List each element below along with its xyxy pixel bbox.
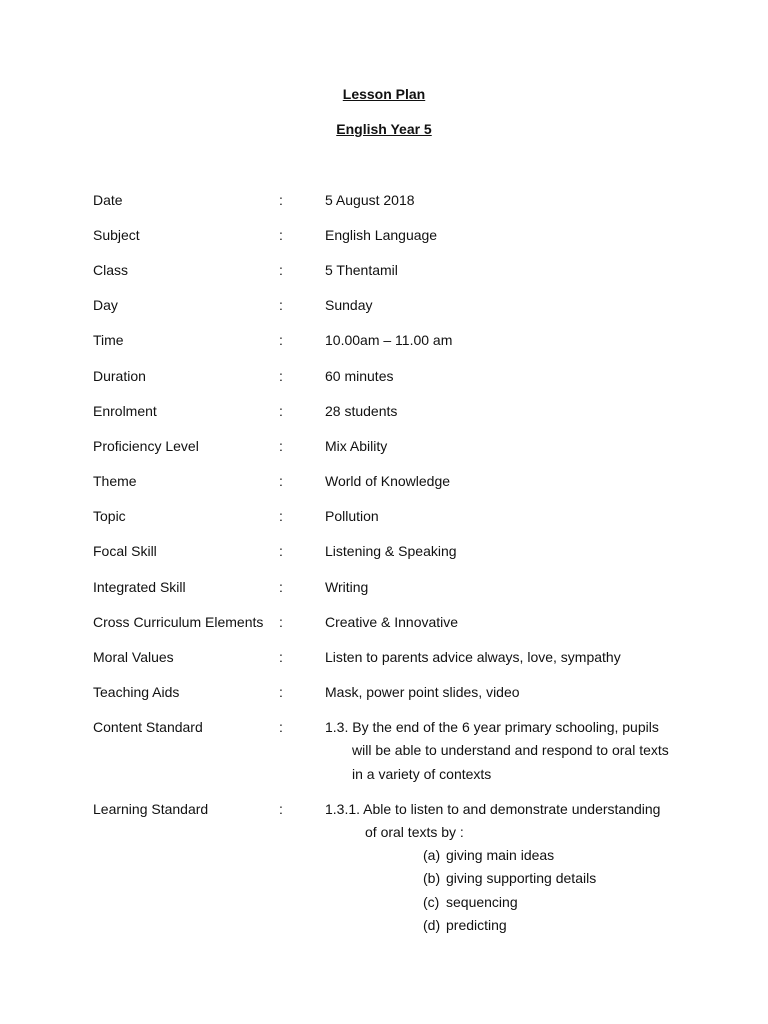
field-label: Integrated Skill	[93, 579, 186, 595]
field-row-moral-values	[0, 649, 768, 669]
field-separator: :	[279, 649, 283, 665]
field-separator: :	[279, 614, 283, 630]
field-label: Cross Curriculum Elements	[93, 614, 264, 630]
field-separator: :	[279, 473, 283, 489]
field-separator: :	[279, 801, 283, 817]
field-value: 5 August 2018	[325, 192, 415, 208]
list-item-marker: (a)	[423, 847, 441, 863]
learning-standard-line: of oral texts by :	[365, 824, 464, 840]
field-row-subject	[0, 227, 768, 247]
field-row-duration	[0, 368, 768, 388]
list-item-text: predicting	[446, 917, 507, 933]
field-row-learning-standard	[0, 801, 768, 821]
field-separator: :	[279, 332, 283, 348]
field-row-enrolment	[0, 403, 768, 423]
field-label: Content Standard	[93, 719, 203, 735]
content-standard-line: 1.3. By the end of the 6 year primary schooling, pupils	[325, 719, 659, 735]
field-value: English Language	[325, 227, 438, 243]
field-separator: :	[279, 719, 283, 735]
field-value: Creative & Innovative	[325, 614, 459, 630]
field-separator: :	[279, 684, 283, 700]
field-value: 5 Thentamil	[325, 262, 398, 278]
field-value: World of Knowledge	[325, 473, 451, 489]
field-row-time	[0, 332, 768, 352]
content-standard-line: in a variety of contexts	[352, 766, 492, 782]
field-separator: :	[279, 227, 283, 243]
field-label: Duration	[93, 368, 146, 384]
list-item	[423, 847, 554, 863]
content-standard-line: will be able to understand and respond to oral texts	[352, 742, 669, 758]
field-row-class	[0, 262, 768, 282]
list-item-text: giving supporting details	[446, 870, 597, 886]
field-separator: :	[279, 543, 283, 559]
field-separator: :	[279, 508, 283, 524]
field-separator: :	[279, 262, 283, 278]
field-row-topic	[0, 508, 768, 528]
field-separator: :	[279, 368, 283, 384]
field-row-date	[0, 192, 768, 212]
list-item-marker: (b)	[423, 870, 441, 886]
list-item-marker: (d)	[423, 917, 441, 933]
learning-standard-line: 1.3.1. Able to listen to and demonstrate understanding	[325, 801, 661, 817]
field-value: Writing	[325, 579, 369, 595]
field-label: Teaching Aids	[93, 684, 180, 700]
field-separator: :	[279, 297, 283, 313]
list-item-marker: (c)	[423, 894, 440, 910]
field-value: 10.00am – 11.00 am	[325, 332, 453, 348]
field-label: Class	[93, 262, 129, 278]
field-label: Enrolment	[93, 403, 157, 419]
document-title: Lesson Plan	[342, 86, 426, 102]
field-value: Sunday	[325, 297, 373, 313]
document-subtitle: English Year 5	[336, 121, 432, 137]
field-row-focal-skill	[0, 543, 768, 563]
field-label: Subject	[93, 227, 140, 243]
field-row-teaching-aids	[0, 684, 768, 704]
field-separator: :	[279, 438, 283, 454]
field-value: Mask, power point slides, video	[325, 684, 520, 700]
field-value: Mix Ability	[325, 438, 388, 454]
field-label: Moral Values	[93, 649, 174, 665]
field-label: Learning Standard	[93, 801, 209, 817]
list-item	[423, 917, 507, 933]
field-label: Date	[93, 192, 123, 208]
field-separator: :	[279, 579, 283, 595]
field-label: Day	[93, 297, 118, 313]
field-row-theme	[0, 473, 768, 493]
field-label: Time	[93, 332, 124, 348]
field-label: Focal Skill	[93, 543, 157, 559]
field-value: 28 students	[325, 403, 398, 419]
list-item-text: sequencing	[446, 894, 518, 910]
field-value: 60 minutes	[325, 368, 394, 384]
field-label: Topic	[93, 508, 126, 524]
field-row-day	[0, 297, 768, 317]
field-row-cross-curriculum-elements	[0, 614, 768, 634]
list-item	[423, 894, 518, 910]
field-separator: :	[279, 403, 283, 419]
field-value: Listening & Speaking	[325, 543, 457, 559]
field-value: Listen to parents advice always, love, sympathy	[325, 649, 621, 665]
field-separator: :	[279, 192, 283, 208]
list-item-text: giving main ideas	[446, 847, 555, 863]
field-value: Pollution	[325, 508, 379, 524]
field-label: Theme	[93, 473, 137, 489]
field-row-proficiency-level	[0, 438, 768, 458]
field-row-content-standard	[0, 719, 768, 739]
list-item	[423, 870, 596, 886]
field-row-integrated-skill	[0, 579, 768, 599]
field-label: Proficiency Level	[93, 438, 199, 454]
